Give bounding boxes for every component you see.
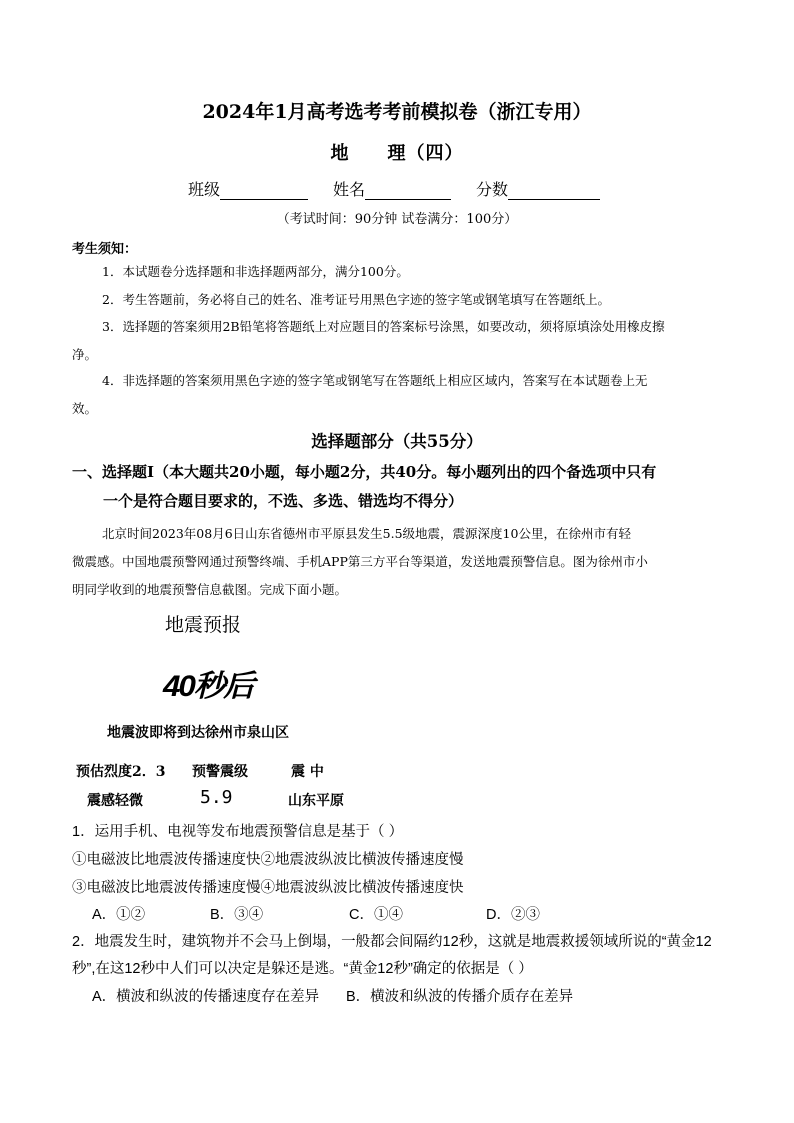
question-group-heading: 一、选择题Ⅰ（本大题共20小题，每小题2分，共40分。每小题列出的四个备选项中只有 [72,463,657,481]
question-1-statement: ③电磁波比地震波传播速度慢④地震波纵波比横波传播速度快 [72,880,464,896]
notice-item: 1．本试题卷分选择题和非选择题两部分，满分100分。 [102,264,409,279]
alert-arrival: 地震波即将到达徐州市泉山区 [107,725,289,741]
question-2-stem-cont: 秒”,在这12秒中人们可以决定是躲还是逃。“黄金12秒”确定的依据是（ ） [72,961,533,977]
alert-epicenter: 山东平原 [288,793,344,809]
question-1-statement: ①电磁波比地震波传播速度快②地震波纵波比横波传播速度慢 [72,852,464,868]
alert-title: 地震预报 [165,615,242,636]
question-1-option-a[interactable]: A．①② [92,907,146,923]
question-2-option-a[interactable]: A．横波和纵波的传播速度存在差异 [92,989,320,1005]
passage-line: 微震感。中国地震预警网通过预警终端、手机APP第三方平台等渠道，发送地震预警信息。图为徐州市小 [72,554,648,569]
alert-magnitude: 5.9 [200,787,233,808]
notice-item: 4．非选择题的答案须用黑色字迹的签字笔或钢笔写在答题纸上相应区域内，答案写在本试题卷上无 [102,373,648,388]
score-field [476,177,600,200]
question-1-option-d[interactable]: D．②③ [486,907,540,923]
question-2-stem: 2．地震发生时，建筑物并不会马上倒塌，一般都会间隔约12秒，这就是地震救援领域所说的“黄金12 [72,934,712,950]
passage-line: 明同学收到的地震预警信息截图。完成下面小题。 [72,582,348,597]
section-title: 选择题部分（共55分） [311,432,483,451]
alert-warning-level: 预警震级 [192,764,248,780]
score-label: 分数 [476,180,509,199]
subject-title [0,139,794,165]
notice-heading: 考生须知： [72,242,138,257]
question-1-option-c[interactable]: C．①④ [349,907,403,923]
alert-intensity: 预估烈度2．3 [76,764,166,780]
subject-rest: 理（四） [387,143,464,164]
class-blank[interactable] [220,181,308,200]
alert-level-value: 震 中 [291,764,324,780]
name-label: 姓名 [333,180,366,199]
notice-item-cont: 效。 [72,401,98,416]
passage-line: 北京时间2023年08月6日山东省德州市平原县发生5.5级地震，震源深度10公里，在徐州市有轻 [102,526,631,541]
notice-item-cont: 净。 [72,347,98,362]
question-2-option-b[interactable]: B．横波和纵波的传播介质存在差异 [346,989,574,1005]
notice-item: 2．考生答题前，务必将自己的姓名、准考证号用黑色字迹的签字笔或钢笔填写在答题纸上。 [102,292,610,307]
subject-char: 地 [330,143,350,164]
score-blank[interactable] [508,181,600,200]
question-group-heading-cont: 一个是符合题目要求的，不选、多选、错选均不得分） [103,492,464,510]
exam-title: 2024年1月高考选考考前模拟卷（浙江专用） [202,101,592,123]
class-label: 班级 [188,180,221,199]
exam-meta: （考试时间：90分钟 试卷满分：100分） [276,212,518,227]
question-1-option-b[interactable]: B．③④ [210,907,264,923]
name-field [333,177,451,200]
question-1-stem: 1．运用手机、电视等发布地震预警信息是基于（ ） [72,824,404,840]
alert-feeling: 震感轻微 [87,793,143,809]
name-blank[interactable] [365,181,451,200]
notice-item: 3．选择题的答案须用2B铅笔将答题纸上对应题目的答案标号涂黑，如要改动，须将原填涂处用橡皮擦 [102,319,665,334]
alert-countdown: 40秒后 [163,670,253,703]
class-field [188,177,308,200]
